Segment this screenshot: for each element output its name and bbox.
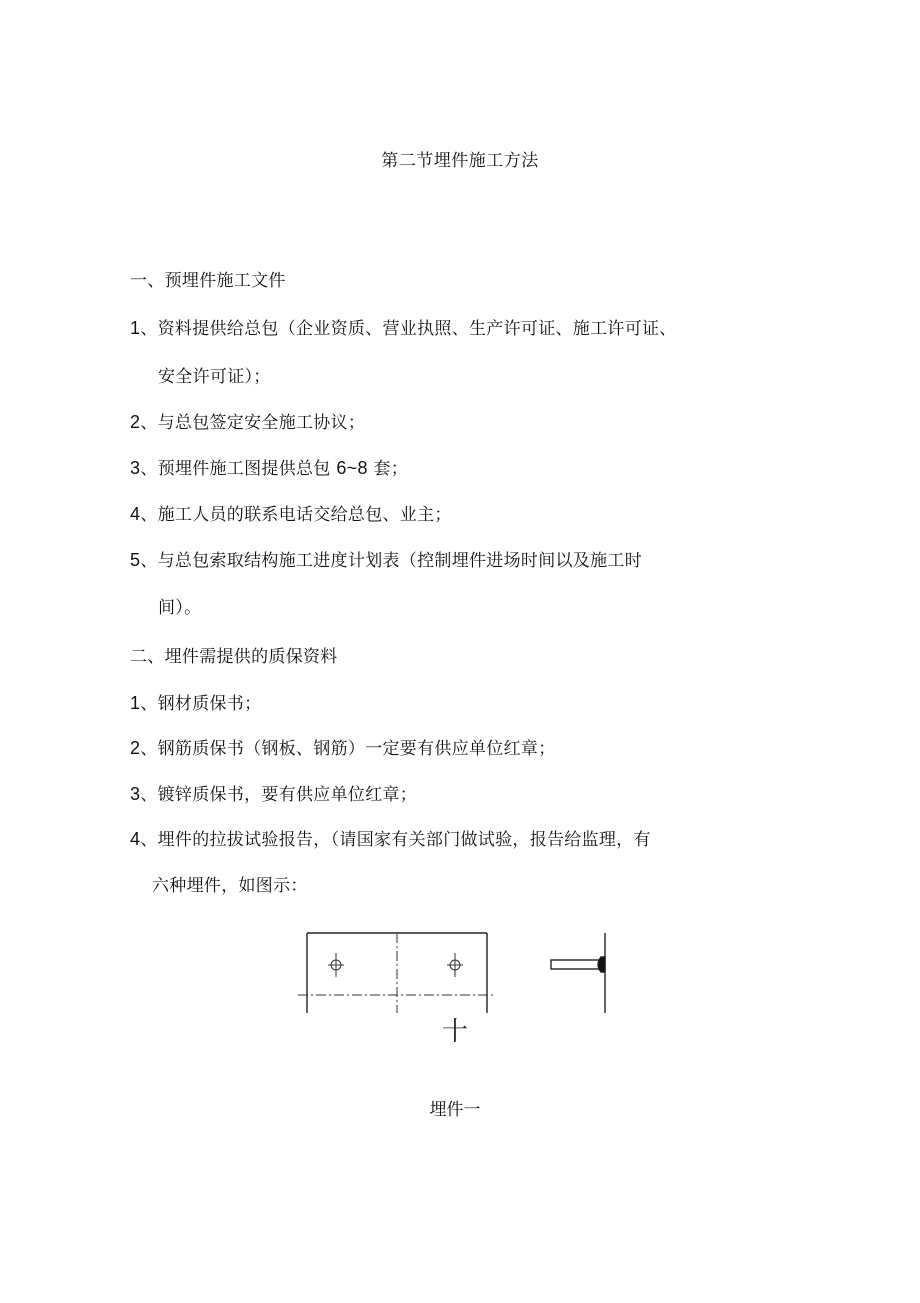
section1-item-5-continuation: 间）。 xyxy=(158,598,202,618)
item-range: 6~8 xyxy=(336,458,368,478)
anchor-hole-right xyxy=(447,953,463,977)
section2-heading: 二、埋件需提供的质保资料 xyxy=(130,647,338,667)
item-number: 1 xyxy=(130,318,141,338)
item-text: 、与总包索取结构施工进度计划表（控制埋件进场时间以及施工时 xyxy=(140,551,643,571)
section-title: 第二节埋件施工方法 xyxy=(381,151,539,171)
anchor-bar xyxy=(551,960,601,969)
item-text: 、预埋件施工图提供总包 xyxy=(140,459,337,479)
item-text: 、埋件的拉拔试验报告，（请国家有关部门做试验，报告给监理，有 xyxy=(140,830,651,850)
item-number: 5 xyxy=(130,550,141,570)
item-text-suffix: 套； xyxy=(367,459,409,479)
embed-part-drawing xyxy=(290,925,620,1050)
section2-item-4 xyxy=(130,825,651,850)
weld-mark xyxy=(598,957,605,972)
section2-item-4-continuation: 六种埋件，如图示： xyxy=(152,876,308,896)
cross-mark: 十 xyxy=(441,1017,469,1047)
anchor-hole-left xyxy=(328,953,344,977)
section1-item-5 xyxy=(130,546,642,571)
item-number: 2 xyxy=(130,412,141,432)
section2-item-2 xyxy=(130,734,556,759)
section1-item-2 xyxy=(130,408,365,433)
item-number: 2 xyxy=(130,738,141,758)
item-text: 、施工人员的联系电话交给总包、业主； xyxy=(140,505,452,525)
item-number: 3 xyxy=(130,784,141,804)
item-number: 4 xyxy=(130,829,141,849)
side-view xyxy=(551,933,605,1013)
item-number: 3 xyxy=(130,458,141,478)
item-text: 、与总包签定安全施工协议； xyxy=(140,413,366,433)
section1-item-1 xyxy=(130,314,677,339)
section1-item-4 xyxy=(130,500,452,525)
item-text: 、镀锌质保书，要有供应单位红章； xyxy=(140,785,418,805)
figure-caption: 埋件一 xyxy=(429,1100,481,1120)
section2-item-3 xyxy=(130,780,417,805)
section1-item-1-continuation: 安全许可证）； xyxy=(158,367,271,387)
item-number: 4 xyxy=(130,504,141,524)
section2-item-1 xyxy=(130,689,261,714)
item-text: 、资料提供给总包（企业资质、营业执照、生产许可证、施工许可证、 xyxy=(140,319,677,339)
item-number: 1 xyxy=(130,693,141,713)
item-text: 、钢筋质保书（钢板、钢筋）一定要有供应单位红章； xyxy=(140,739,556,759)
section1-item-3 xyxy=(130,454,408,479)
item-text: 、钢材质保书； xyxy=(140,694,262,714)
section1-heading: 一、预埋件施工文件 xyxy=(130,271,286,291)
